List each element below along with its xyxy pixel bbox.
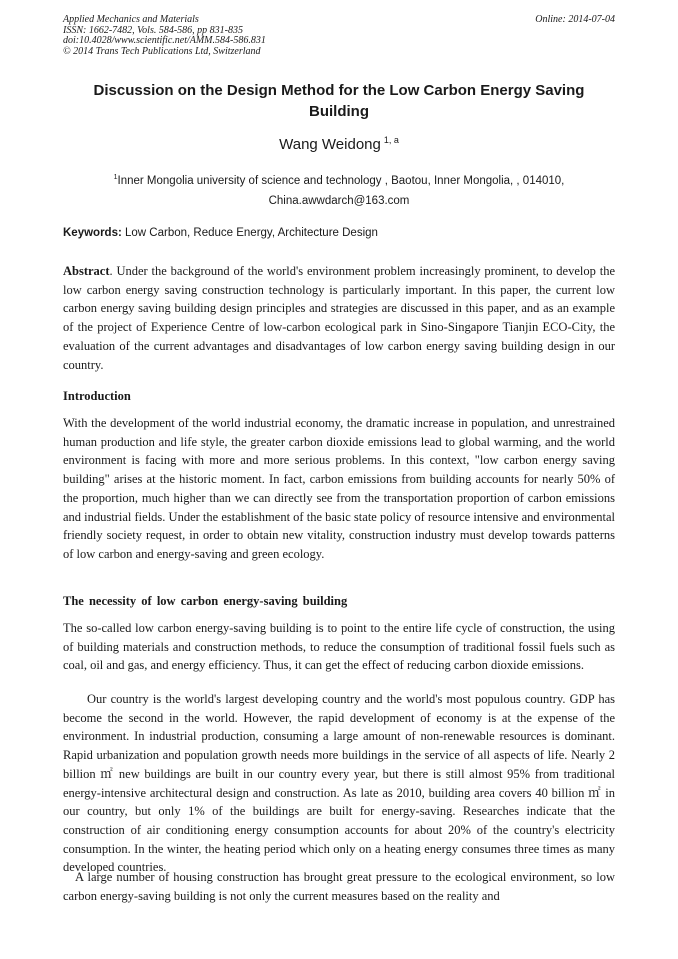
section-heading-necessity: The necessity of low carbon energy-saving building — [63, 594, 348, 608]
abstract-label: Abstract — [63, 264, 110, 278]
abstract — [63, 262, 615, 374]
author-superscript: 1, a — [383, 135, 399, 145]
keywords — [63, 227, 615, 239]
necessity-paragraph-2: Our country is the world's largest developing country and the world's most populous country. GDP has become the second in the world. However, the rapid development of economy is at the expense of the environment. In industrial production, consuming a large amount of non-renewable resources is dominant. Rapid urbanization and population growth needs more buildings in the service of all aspects of life. Nearly 2 billion ㎡ new buildings are built in our country every year, but there is still almost 95% from traditional energy-intensive architectural design and construction. As late as 2010, building area covers 40 billion ㎡ in our country, but only 1% of the buildings are built for energy-saving. Researches indicate that the construction of air conditioning energy consumption accounts for about 20% of the country's electricity consumption. In the winter, the heating period which only on a heating energy consumes three times as many developed countries. — [63, 692, 615, 875]
affiliation-marker: 1 — [113, 174, 118, 181]
keywords-text: Low Carbon, Reduce Energy, Architecture Design — [125, 227, 378, 239]
keywords-label: Keywords: — [63, 227, 122, 239]
publication-header — [63, 15, 615, 57]
doi-line: doi:10.4028/www.scientific.net/AMM.584-586.831 — [63, 35, 266, 46]
affiliation — [70, 168, 608, 211]
online-date: Online: 2014-07-04 — [535, 14, 615, 25]
necessity-paragraph-1: The so-called low carbon energy-saving building is to point to the entire life cycle of construction, the using of building materials and construction methods, to reduce the consumption of traditional fossil fuels such as coal, oil and gas, and energy efficiency. Thus, it can get the effect of reducing carbon dioxide emissions. — [63, 621, 615, 673]
section-heading-introduction: Introduction — [63, 389, 131, 403]
journal-name: Applied Mechanics and Materials — [63, 14, 199, 25]
affiliation-text: Inner Mongolia university of science and technology , Baotou, Inner Mongolia, , 014010, — [117, 175, 565, 187]
author-email: China.awwdarch@163.com — [268, 195, 410, 207]
author — [70, 135, 608, 153]
paper-title: Discussion on the Design Method for the Low Carbon Energy Saving Building — [93, 82, 585, 120]
issn-line: ISSN: 1662-7482, Vols. 584-586, pp 831-835 — [63, 24, 243, 36]
introduction-paragraph: With the development of the world industrial economy, the dramatic increase in population, and unrestrained human production and life style, the greater carbon dioxide emissions lead to global warming, and the world environment is facing with more and more serious problems. In this context, "low carbon energy saving building" arises at the historic moment. In fact, carbon emissions from building accounts for nearly 50% of the proportion, much higher than we can directly see from the transportation proportion of carbon emissions and industrial fields. Under the establishment of the basic state policy of resource intensive and environmental friendly society request, in order to obtain new vitality, construction industry must develop towards patterns of low carbon and energy-saving and green ecology. — [63, 416, 615, 561]
necessity-paragraph-3: A large number of housing construction has brought great pressure to the ecological environment, so low carbon energy-saving building is not only the current measures based on the reality and — [63, 870, 615, 903]
copyright-line: © 2014 Trans Tech Publications Ltd, Switzerland — [63, 45, 261, 57]
author-name: Wang Weidong — [279, 136, 381, 153]
abstract-text: . Under the background of the world's environment problem increasingly prominent, to develop the low carbon energy saving construction technology is particularly important. In this paper, the current low carbon energy saving building design principles and strategies are discussed in this paper, and as an example of the project of Experience Centre of low-carbon ecological park in Sino-Singapore Tianjin ECO-City, the evaluation of the current advantages and disadvantages of low carbon energy saving building design in our country. — [63, 264, 615, 372]
